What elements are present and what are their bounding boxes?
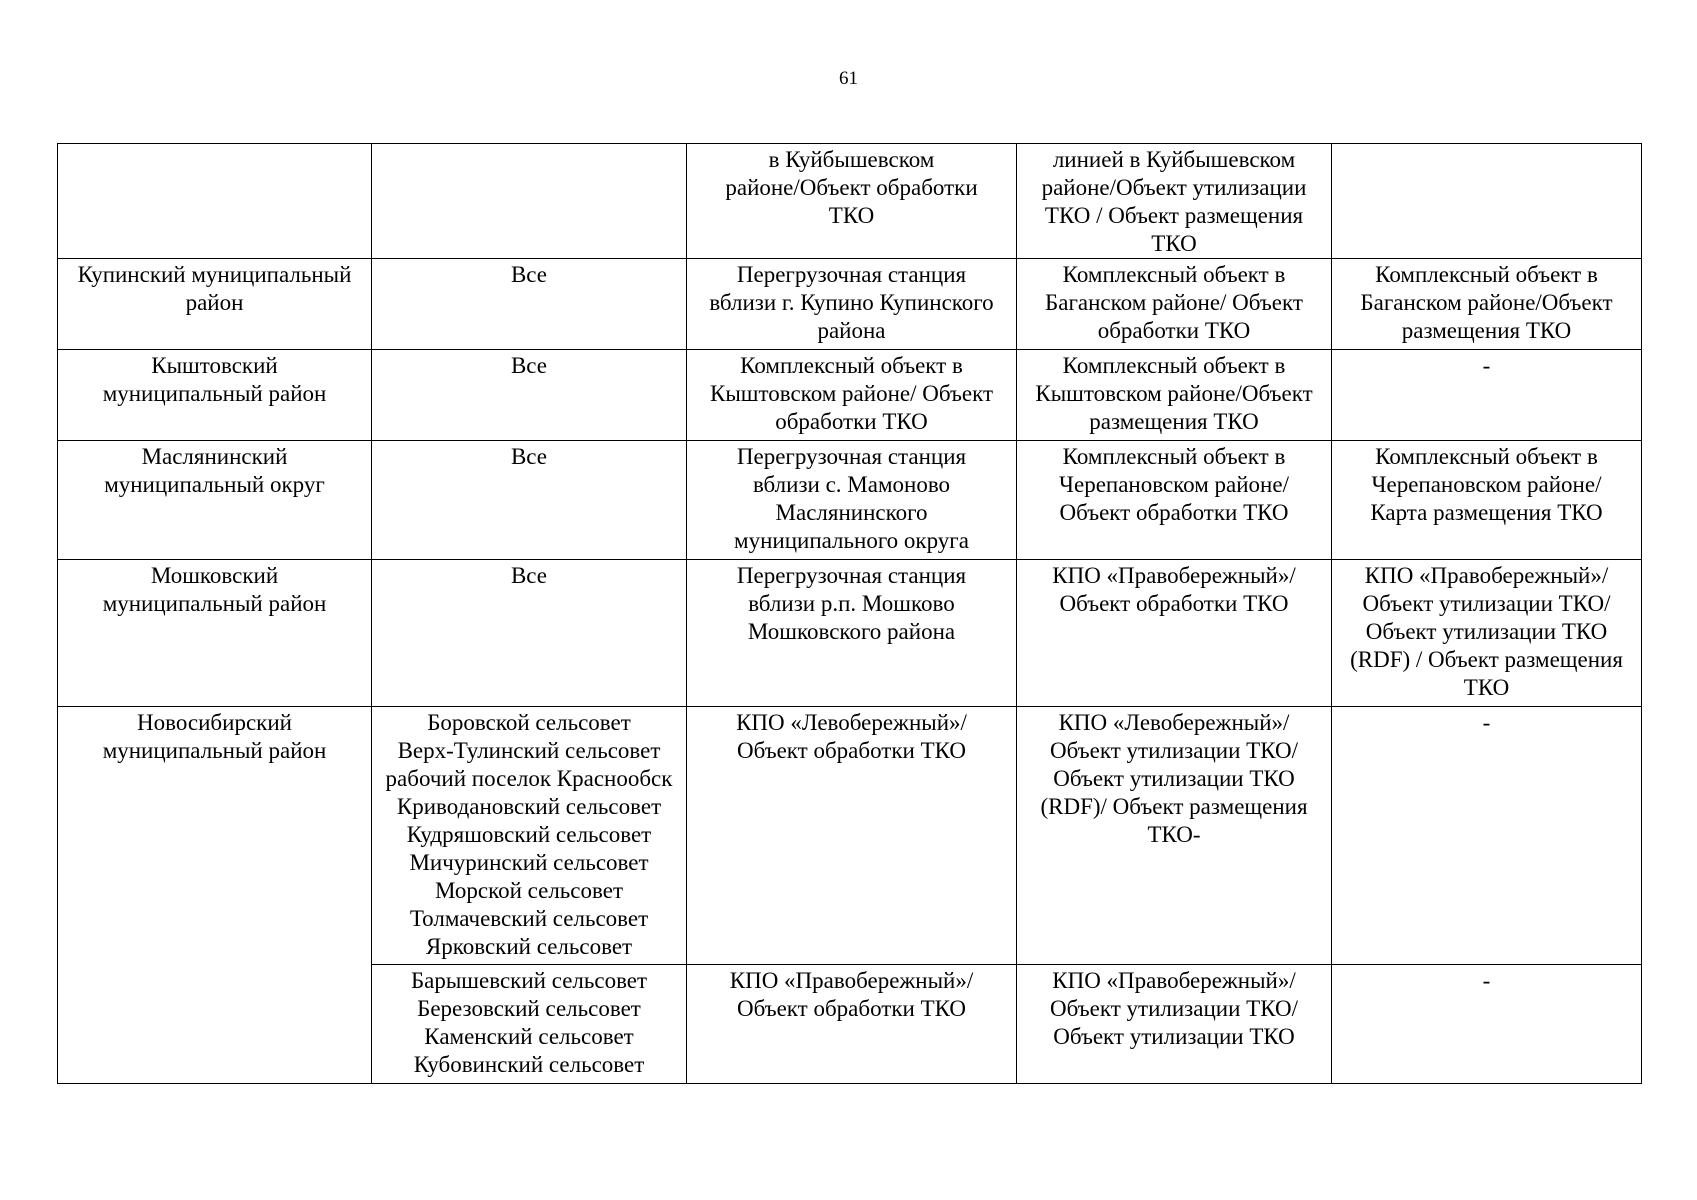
table-row	[58, 441, 1642, 560]
district-cell: Купинский муниципальный район	[58, 259, 372, 350]
placement-facility-cell: -	[1332, 707, 1642, 965]
settlements-cell: Барышевский сельсовет Березовский сельсовет Каменский сельсовет Кубовинский сельсовет	[372, 965, 687, 1084]
utilization-facility-cell: линией в Куйбышевском районе/Объект утилизации ТКО / Объект размещения ТКО	[1017, 144, 1332, 259]
placement-facility-cell: -	[1332, 350, 1642, 441]
utilization-facility-cell: Комплексный объект в Баганском районе/ Объект обработки ТКО	[1017, 259, 1332, 350]
processing-facility-cell: Комплексный объект в Кыштовском районе/ Объект обработки ТКО	[687, 350, 1017, 441]
district-cell: Новосибирский муниципальный район	[58, 707, 372, 1084]
settlements-cell: Все	[372, 350, 687, 441]
waste-facilities-table	[57, 143, 1642, 1084]
placement-facility-cell: -	[1332, 965, 1642, 1084]
utilization-facility-cell: КПО «Правобережный»/ Объект обработки ТКО	[1017, 560, 1332, 707]
district-cell: Кыштовский муниципальный район	[58, 350, 372, 441]
settlements-cell: Все	[372, 560, 687, 707]
table-row	[58, 144, 1642, 259]
processing-facility-cell: в Куйбышевском районе/Объект обработки ТКО	[687, 144, 1017, 259]
table-row	[58, 259, 1642, 350]
district-cell: Маслянинский муниципальный округ	[58, 441, 372, 560]
processing-facility-cell: КПО «Правобережный»/ Объект обработки ТКО	[687, 965, 1017, 1084]
district-cell: Мошковский муниципальный район	[58, 560, 372, 707]
table-row	[58, 560, 1642, 707]
placement-facility-cell: Комплексный объект в Черепановском районе/ Карта размещения ТКО	[1332, 441, 1642, 560]
placement-facility-cell	[1332, 144, 1642, 259]
district-cell	[58, 144, 372, 259]
processing-facility-cell: Перегрузочная станция вблизи с. Мамоново Маслянинского муниципального округа	[687, 441, 1017, 560]
utilization-facility-cell: КПО «Правобережный»/ Объект утилизации ТКО/ Объект утилизации ТКО	[1017, 965, 1332, 1084]
table-row	[58, 350, 1642, 441]
utilization-facility-cell: Комплексный объект в Черепановском районе/ Объект обработки ТКО	[1017, 441, 1332, 560]
utilization-facility-cell: Комплексный объект в Кыштовском районе/Объект размещения ТКО	[1017, 350, 1332, 441]
page-number: 61	[839, 68, 858, 89]
placement-facility-cell: Комплексный объект в Баганском районе/Объект размещения ТКО	[1332, 259, 1642, 350]
table-row	[58, 707, 1642, 965]
utilization-facility-cell: КПО «Левобережный»/ Объект утилизации ТКО/ Объект утилизации ТКО (RDF)/ Объект размещения ТКО-	[1017, 707, 1332, 965]
processing-facility-cell: КПО «Левобережный»/ Объект обработки ТКО	[687, 707, 1017, 965]
processing-facility-cell: Перегрузочная станция вблизи г. Купино Купинского района	[687, 259, 1017, 350]
placement-facility-cell: КПО «Правобережный»/ Объект утилизации ТКО/ Объект утилизации ТКО (RDF) / Объект размещения ТКО	[1332, 560, 1642, 707]
processing-facility-cell: Перегрузочная станция вблизи р.п. Мошково Мошковского района	[687, 560, 1017, 707]
settlements-cell	[372, 144, 687, 259]
settlements-cell: Боровской сельсовет Верх-Тулинский сельсовет рабочий поселок Краснообск Криводановский сельсовет Кудряшовский сельсовет Мичуринский сельсовет Морской сельсовет Толмачевский сельсовет Ярковский сельсовет	[372, 707, 687, 965]
settlements-cell: Все	[372, 441, 687, 560]
settlements-cell: Все	[372, 259, 687, 350]
